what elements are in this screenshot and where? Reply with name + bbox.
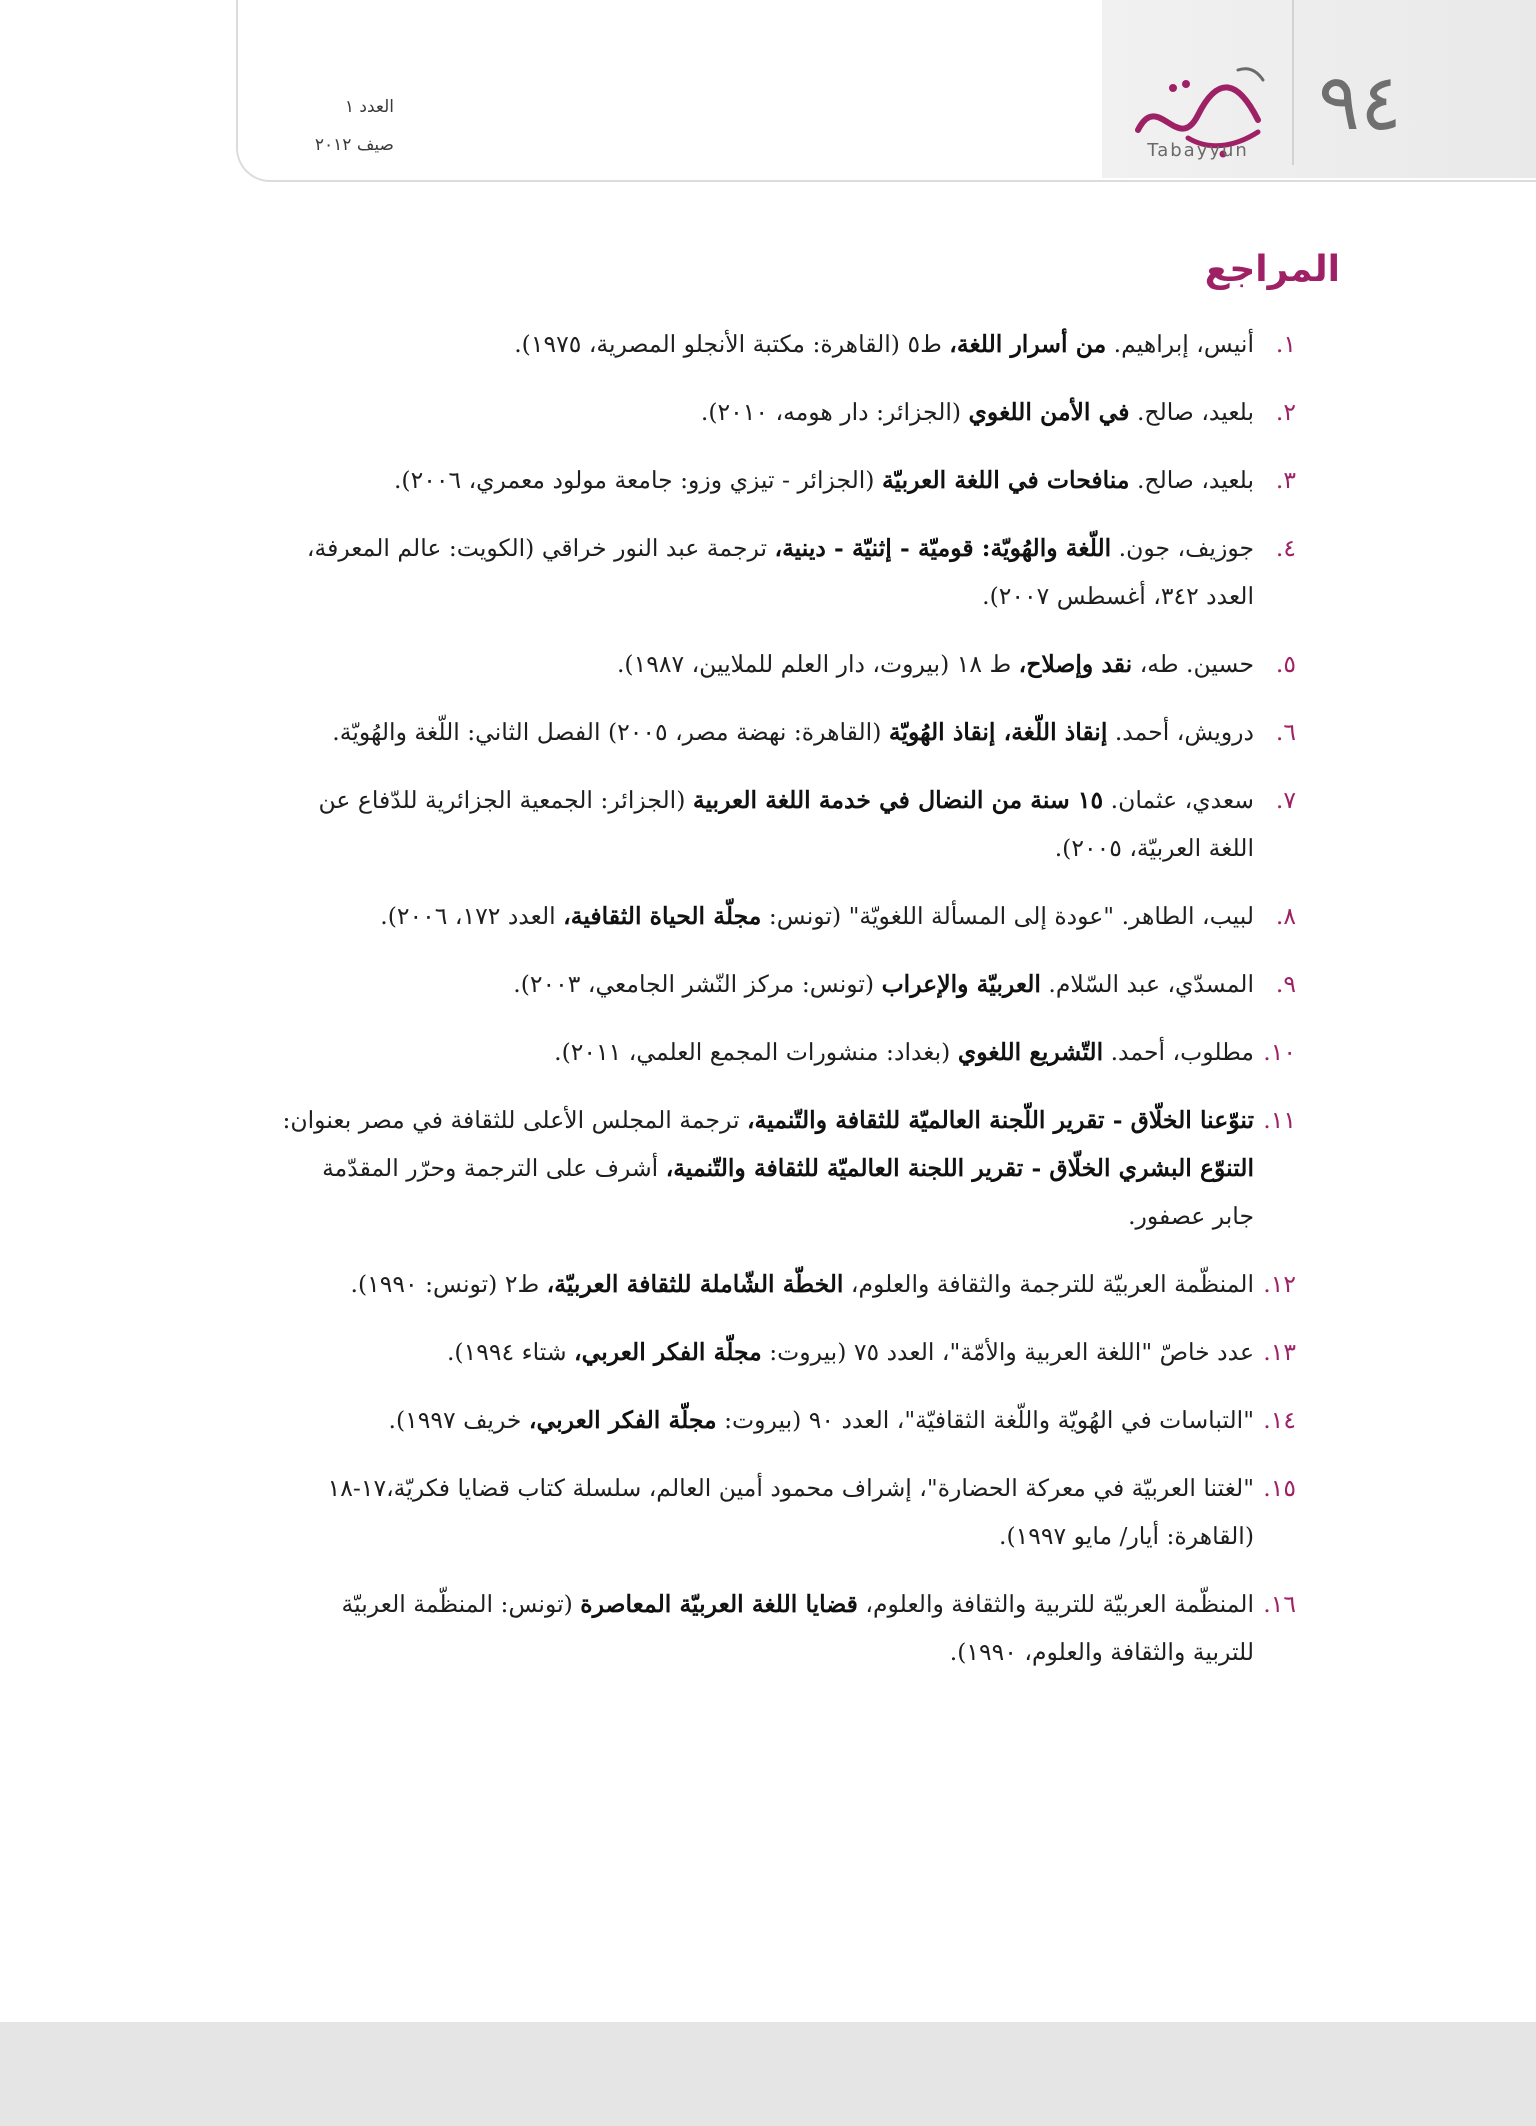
section-title: المراجع [1204,249,1340,290]
reference-item [278,1328,1296,1376]
reference-item [278,524,1296,620]
issue-season: صيف ٢٠١٢ [314,135,394,155]
reference-title: مجلّة الفكر العربي، [574,1338,762,1366]
page-number: ٩٤ [1318,58,1402,148]
reference-text: (الجزائر: دار هومه، ٢٠١٠). [700,398,969,426]
reference-text: مطلوب، أحمد. [1103,1038,1254,1066]
reference-text: (الجزائر: الجمعية الجزائرية للدّفاع عن اللغة العربيّة، ٢٠٠٥). [318,786,1254,862]
references-list [278,320,1296,1696]
reference-title: ١٥ سنة من النضال في خدمة اللغة العربية [692,786,1104,814]
reference-number: ١٥. [1263,1474,1296,1502]
reference-text: العدد ١٧٢، ٢٠٠٦). [380,902,564,930]
reference-number: ١. [1275,330,1296,358]
reference-title: نقد وإصلاح، [1018,650,1133,678]
reference-text: بلعيد، صالح. [1129,398,1254,426]
reference-title: التنوّع البشري الخلّاق - تقرير اللجنة العالميّة للثقافة والتّنمية، [665,1154,1254,1182]
reference-text: (الجزائر - تيزي وزو: جامعة مولود معمري، ٢٠٠٦). [393,466,882,494]
reference-text: جوزيف، جون. [1111,534,1254,562]
reference-title: تنوّعنا الخلّاق - تقرير اللّجنة العالميّة للثقافة والتّنمية، [746,1106,1254,1134]
reference-number: ١١. [1263,1106,1296,1134]
reference-number: ٩. [1275,970,1296,998]
reference-item [278,1028,1296,1076]
reference-text: (تونس: مركز النّشر الجامعي، ٢٠٠٣). [513,970,882,998]
reference-item [278,960,1296,1008]
reference-text: (القاهرة: نهضة مصر، ٢٠٠٥) الفصل الثاني: اللّغة والهُويّة. [332,718,889,746]
reference-number: ١٣. [1263,1338,1296,1366]
reference-text: سعدي، عثمان. [1103,786,1254,814]
reference-item [278,1464,1296,1560]
reference-item [278,1580,1296,1676]
reference-title: التّشريع اللغوي [957,1038,1104,1066]
header-divider [1292,0,1294,165]
tabayyun-logo [1118,60,1278,170]
reference-title: مجلّة الفكر العربي، [528,1406,717,1434]
reference-number: ٨. [1275,902,1296,930]
reference-title: منافحات في اللغة العربيّة [881,466,1130,494]
reference-number: ١٤. [1263,1406,1296,1434]
reference-text: المسدّي، عبد السّلام. [1040,970,1254,998]
reference-text: "التباسات في الهُويّة واللّغة الثقافيّة"، العدد ٩٠ (بيروت: [716,1406,1254,1434]
reference-text: المنظّمة العربيّة للترجمة والثقافة والعلوم، [843,1270,1254,1298]
reference-title: العربيّة والإعراب [881,970,1041,998]
reference-item [278,776,1296,872]
reference-title: الخطّة الشّاملة للثقافة العربيّة، [546,1270,844,1298]
reference-text: ترجمة عبد النور خراقي (الكويت: عالم المعرفة، العدد ٣٤٢، أغسطس ٢٠٠٧). [306,534,1254,610]
reference-number: ٢. [1275,398,1296,426]
reference-text: خريف ١٩٩٧). [388,1406,529,1434]
reference-text: أنيس، إبراهيم. [1106,330,1254,358]
reference-title: في الأمن اللغوي [968,398,1130,426]
reference-text: حسين. طه، [1132,650,1254,678]
reference-number: ٣. [1275,466,1296,494]
reference-text: عدد خاصّ "اللغة العربية والأمّة"، العدد ٧٥ (بيروت: [761,1338,1254,1366]
reference-item [278,320,1296,368]
reference-text: بلعيد، صالح. [1129,466,1254,494]
reference-item [278,640,1296,688]
reference-item [278,1096,1296,1240]
reference-item [278,1396,1296,1444]
reference-text: (بغداد: منشورات المجمع العلمي، ٢٠١١). [554,1038,958,1066]
reference-title: إنقاذ اللّغة، إنقاذ الهُويّة [888,718,1108,746]
page-footer-band [0,2022,1536,2126]
reference-text: المنظّمة العربيّة للتربية والثقافة والعلوم، [857,1590,1254,1618]
reference-number: ٦. [1275,718,1296,746]
reference-number: ٧. [1275,786,1296,814]
reference-item [278,456,1296,504]
reference-text: أشرف على الترجمة وحرّر المقدّمة جابر عصفور. [322,1154,1254,1230]
reference-title: مجلّة الحياة الثقافية، [563,902,762,930]
reference-item [278,388,1296,436]
reference-number: ١٦. [1263,1590,1296,1618]
reference-number: ١٢. [1263,1270,1296,1298]
reference-number: ٤. [1275,534,1296,562]
reference-text: ترجمة المجلس الأعلى للثقافة في مصر بعنوان: [282,1106,747,1134]
logo-latin-word: Tabayyun [1147,140,1249,161]
reference-text: درويش، أحمد. [1107,718,1254,746]
reference-title: من أسرار اللغة، [949,330,1107,358]
reference-text: ط٥ (القاهرة: مكتبة الأنجلو المصرية، ١٩٧٥). [514,330,950,358]
reference-text: ط ١٨ (بيروت، دار العلم للملايين، ١٩٨٧). [616,650,1019,678]
reference-item [278,708,1296,756]
reference-text: شتاء ١٩٩٤). [446,1338,575,1366]
reference-number: ٥. [1275,650,1296,678]
reference-number: ١٠. [1263,1038,1296,1066]
issue-number: العدد ١ [344,97,394,117]
reference-text: لبيب، الطاهر. "عودة إلى المسألة اللغويّة" (تونس: [761,902,1254,930]
reference-item [278,892,1296,940]
issue-info [274,88,394,164]
reference-item [278,1260,1296,1308]
reference-text: "لغتنا العربيّة في معركة الحضارة"، إشراف محمود أمين العالم، سلسلة كتاب قضايا فكريّة،١٧-١٨ (القاهرة: أيار/ مايو ١٩٩٧). [327,1474,1254,1550]
reference-text: (تونس: المنظّمة العربيّة للتربية والثقافة والعلوم، ١٩٩٠). [341,1590,1254,1666]
reference-title: قضايا اللغة العربيّة المعاصرة [580,1590,858,1618]
reference-title: اللّغة والهُويّة: قوميّة - إثنيّة - دينية، [774,534,1112,562]
reference-text: ط٢ (تونس: ١٩٩٠). [350,1270,547,1298]
